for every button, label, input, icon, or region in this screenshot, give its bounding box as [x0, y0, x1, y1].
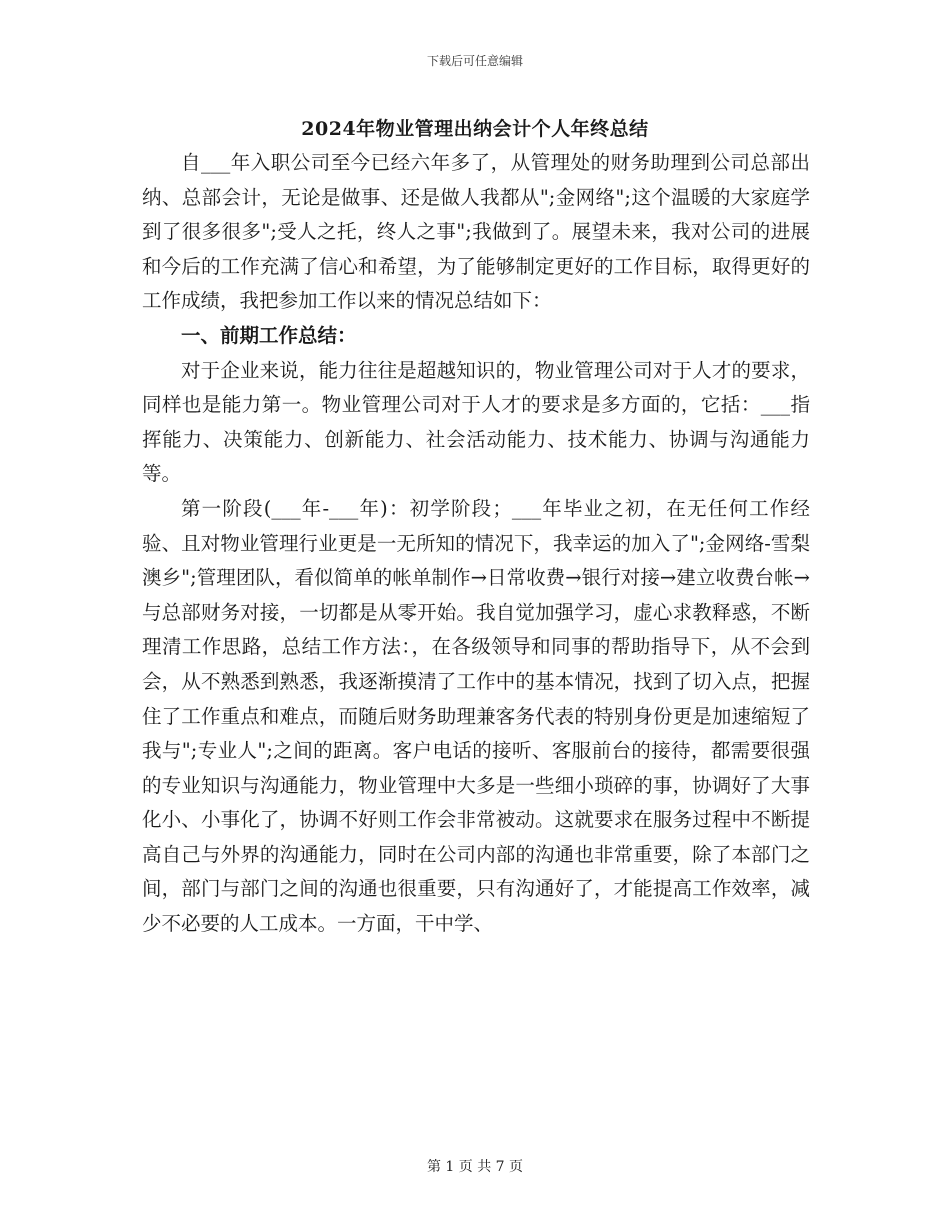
paragraph-stage-one: 第一阶段(___年-___年)：初学阶段；___年毕业之初，在无任何工作经验、且对物业管理行业更是一无所知的情况下，我幸运的加入了";金网络-雪梨澳乡";管理团队，看似简单的帐单制作→日常收费→银行对接→建立收费台帐→与总部财务对接，一切都是从零开始。我自觉加强学习，虚心求教释惑，不断理清工作思路，总结工作方法：，在各级领导和同事的帮助指导下，从不会到会，从不熟悉到熟悉，我逐渐摸清了工作中的基本情况，找到了切入点，把握住了工作重点和难点，而随后财务助理兼客务代表的特别身份更是加速缩短了我与";专业人";之间的距离。客户电话的接听、客服前台的接待，都需要很强的专业知识与沟通能力，物业管理中大多是一些细小琐碎的事，协调好了大事化小、小事化了，协调不好则工作会非常被动。这就要求在服务过程中不断提高自己与外界的沟通能力，同时在公司内部的沟通也非常重要，除了本部门之间，部门与部门之间的沟通也很重要，只有沟通好了，才能提高工作效率，减少不必要的人工成本。一方面，干中学、 [142, 496, 810, 936]
document-title: 2024年物业管理出纳会计个人年终总结 [301, 118, 649, 140]
header-note: 下载后可任意编辑 [426, 54, 523, 68]
paragraph-abilities: 对于企业来说，能力往往是超越知识的，物业管理公司对于人才的要求，同样也是能力第一。物业管理公司对于人才的要求是多方面的，它括：___指挥能力、决策能力、创新能力、社会活动能力、技术能力、协调与沟通能力等。 [142, 358, 810, 486]
paragraph-intro: 自___年入职公司至今已经六年多了，从管理处的财务助理到公司总部出纳、总部会计，无论是做事、还是做人我都从";金网络";这个温暖的大家庭学到了很多很多";受人之托，终人之事";我做到了。展望未来，我对公司的进展和今后的工作充满了信心和希望，为了能够制定更好的工作目标，取得更好的工作成绩，我把参加工作以来的情况总结如下： [142, 151, 810, 313]
document-body [142, 146, 810, 942]
page-footer: 第 1 页 共 7 页 [426, 1159, 524, 1175]
section-heading: 一、前期工作总结： [181, 323, 357, 347]
